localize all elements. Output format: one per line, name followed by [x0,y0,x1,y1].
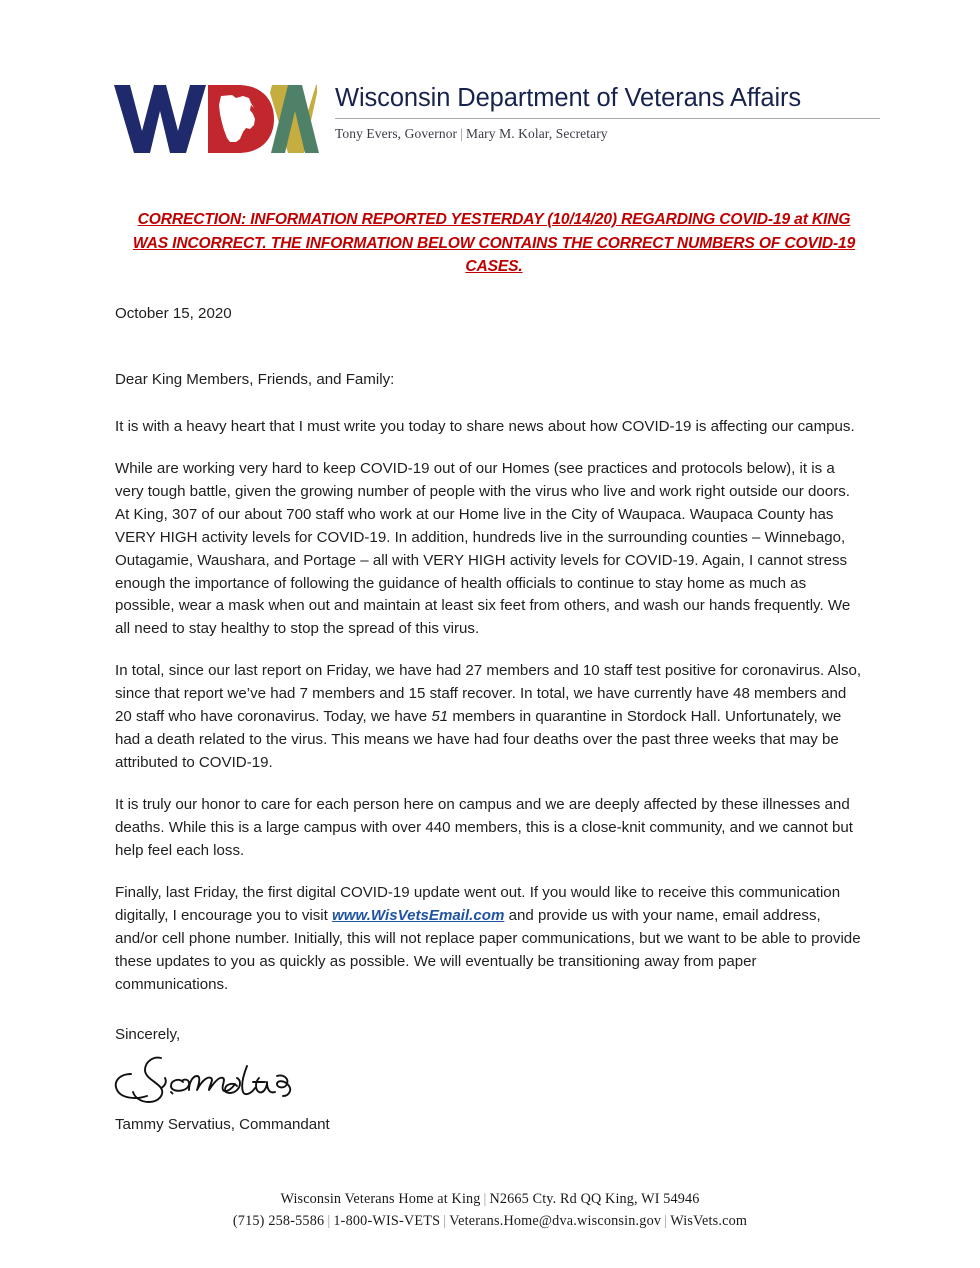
handwritten-signature [109,1052,867,1110]
footer-website: WisVets.com [670,1212,748,1229]
secretary-name: Mary M. Kolar, Secretary [465,125,608,141]
paragraph-3-text-before: In total, since our last report on Friday, we have had 27 members and 10 staff test positive for coronavirus. Also, since that report we’ve had 7 members and 15 staff recover. In total, we have currently have 48 members and 20 staff who have coronavirus. Today, we have [115,662,862,726]
wisvetsemail-link[interactable]: www.WisVetsEmail.com [332,906,505,924]
state-officials [335,126,880,142]
officials-separator: | [460,125,463,141]
paragraph-3 [115,660,867,775]
paragraph-4: It is truly our honor to care for each person here on campus and we are deeply affected by these illnesses and deaths. While this is a large campus with over 440 members, this is a close-knit community, and we cannot but help feel each loss. [115,796,853,859]
letter-closing: Sincerely, [115,1025,181,1043]
footer-facility-name: Wisconsin Veterans Home at King [280,1191,481,1208]
logo-letter-a-icon [262,83,320,155]
signer-name-title: Tammy Servatius, Commandant [115,1116,330,1134]
signature-icon [109,1052,369,1110]
paragraph-5-text-before: Finally, last Friday, the first digital COVID-19 update went out. If you would like to receive this communication digitally, I encourage you to visit [115,883,841,924]
document-header [112,78,880,168]
footer-contact-line [0,1211,980,1232]
document-footer [0,1189,980,1232]
correction-notice: CORRECTION: INFORMATION REPORTED YESTERDAY (10/14/20) REGARDING COVID-19 at KING WAS INCORRECT. THE INFORMATION BELOW CONTAINS THE CORRECT NUMBERS OF COVID-19 CASES. [132,211,856,276]
paragraph-2: While are working very hard to keep COVID-19 out of our Homes (see practices and protocols below), it is a very tough battle, given the growing number of people with the virus who live and work right outside our doors. At King, 307 of our about 700 staff who work at our Home live in the City of Waupaca. Waupaca County has VERY HIGH activity levels for COVID-19. In addition, hundreds live in the surrounding counties – Winnebago, Outagamie, Waushara, and Portage – all with VERY HIGH activity levels for COVID-19. Again, I cannot stress enough the importance of following the guidance of health officials to continue to stay home as much as possible, wear a mask when out and maintain at least six feet from others, and wash our hands frequently. We all need to stay healthy to stop the spread of this virus. [115,459,851,638]
footer-sep-1: | [483,1191,487,1208]
footer-street-address: N2665 Cty. Rd QQ King, WI 54946 [489,1191,700,1208]
governor-name: Tony Evers, Governor [335,125,458,141]
footer-tollfree-phone: 1-800-WIS-VETS [333,1212,441,1229]
department-title: Wisconsin Department of Veterans Affairs [335,84,802,112]
letter-salutation: Dear King Members, Friends, and Family: [115,370,395,388]
quarantine-member-count: 51 [431,708,449,726]
footer-email: Veterans.Home@dva.wisconsin.gov [449,1212,662,1229]
footer-sep-3: | [443,1212,447,1229]
paragraph-1: It is with a heavy heart that I must write you today to share news about how COVID-19 is affecting our campus. [115,417,855,435]
logo-letter-w-icon [114,85,206,153]
footer-address-line [0,1189,980,1210]
letter-body [115,303,867,1156]
footer-sep-4: | [664,1212,668,1229]
footer-phone: (715) 258-5586 [232,1212,325,1229]
header-titles [335,78,880,142]
header-divider [335,118,880,119]
letter-date: October 15, 2020 [115,305,232,322]
paragraph-5-text-after: and provide us with your name, email address, and/or cell phone number. Initially, this will not replace paper communications, but we want to be able to provide these updates to you as quickly as possible. We will eventually be transitioning away from paper communications. [115,906,861,993]
wdva-logo [112,83,317,155]
paragraph-5 [115,882,867,997]
paragraph-3-text-after: members in quarantine in Stordock Hall. Unfortunately, we had a death related to the virus. This means we have had four deaths over the past three weeks that may be attributed to COVID-19. [115,708,842,772]
footer-sep-2: | [327,1212,331,1229]
